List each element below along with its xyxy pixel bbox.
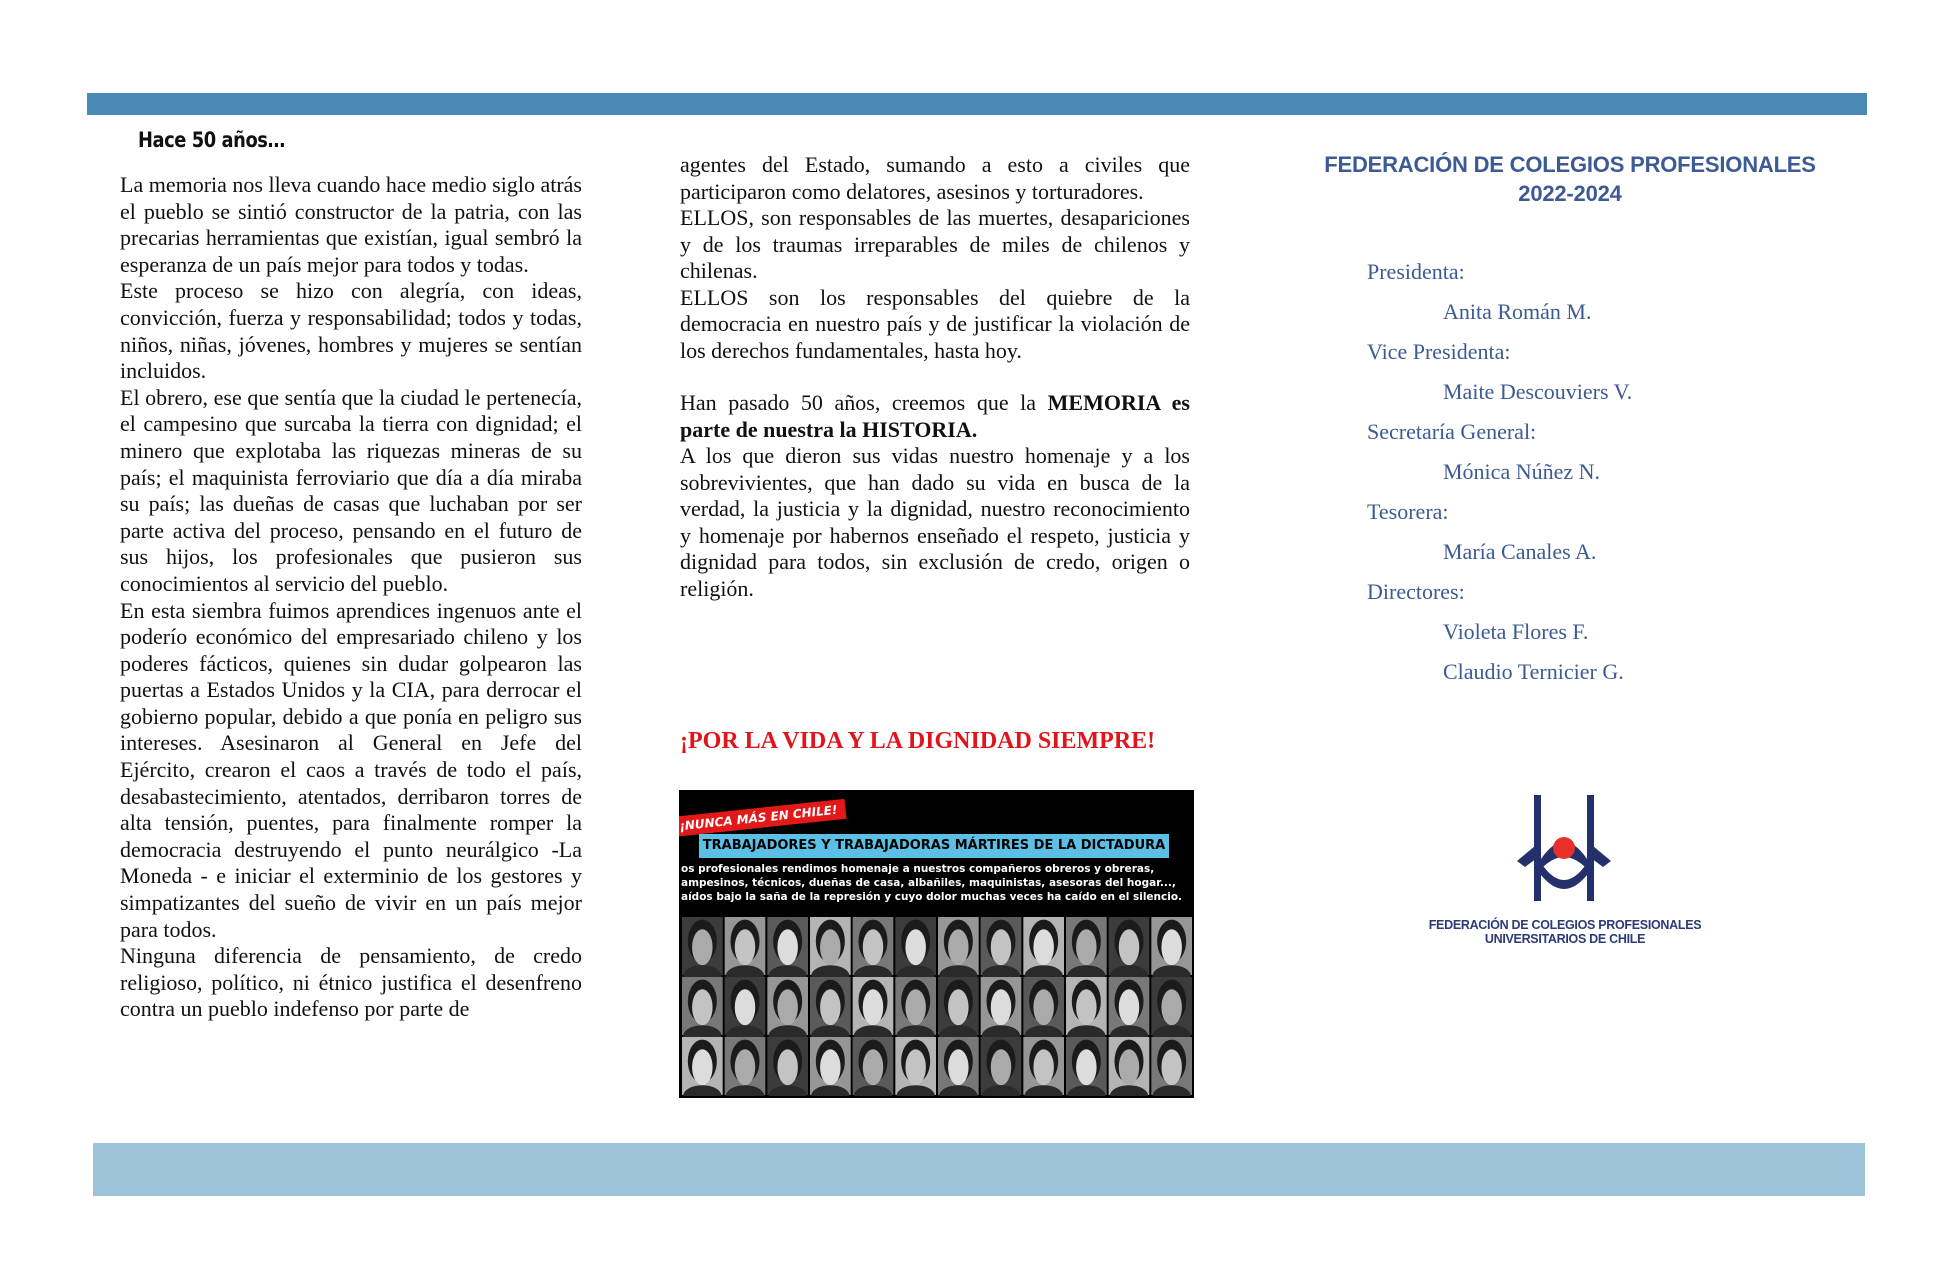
paragraph: El obrero, ese que sentía que la ciudad le pertenecía, el campesino que surcaba la tierra con dignidad; el minero que explotaba las riquezas mineras de su país; el maquinista ferroviario que día a día miraba su país; las dueñas de casas que luchaban por ser parte activa del proceso, pensando en el futuro de sus hijos, los profesionales que pusieron sus conocimientos al servicio del pueblo. (120, 384, 582, 596)
logo-caption (1420, 918, 1710, 946)
portrait-photo (767, 1037, 808, 1096)
paragraph: Ninguna diferencia de pensamiento, de credo religioso, político, ni étnico justifica el desenfreno contra un pueblo indefenso por parte de (120, 943, 582, 1022)
bottom-band (93, 1143, 1865, 1196)
portrait-photo (895, 917, 936, 987)
paragraph: agentes del Estado, sumando a esto a civiles que participaron como delatores, asesinos y torturadores. (680, 152, 1190, 204)
board-roster (1367, 252, 1632, 692)
portrait-photo (1151, 917, 1192, 987)
portrait-photo (853, 977, 894, 1047)
paragraph: En esta siembra fuimos aprendices ingenuos ante el poderío económico del empresariado chileno y los poderes fácticos, quienes sin dudar golpearon las puertas a Estados Unidos y la CIA, para derrocar el gobierno popular, debido a que ponía en peligro sus intereses. Asesinaron al General en Jefe del Ejército, crearon el caos a través de todo el país, desabastecimiento, atentados, derribaron torres de alta tensión, puentes, para finalmente romper la democracia destruyendo el punto neurálgico -La Moneda - e iniciar el exterminio de los gestores y simpatizantes del sueño de vivir en un país mejor para todos. (120, 597, 582, 942)
column-middle (680, 152, 1190, 602)
portrait-photo (1066, 1037, 1107, 1096)
role-label: Vice Presidenta: (1367, 339, 1511, 364)
member-name: María Canales A. (1443, 539, 1597, 564)
portrait-photo (767, 917, 808, 987)
memoria-emphasis: MEMORIA es parte de nuestra la HISTORIA. (680, 390, 1190, 442)
portrait-photo (682, 977, 723, 1047)
member-name: Claudio Ternicier G. (1443, 659, 1624, 684)
federation-title (1270, 150, 1870, 208)
portrait-photo (1023, 977, 1064, 1047)
paragraph: La memoria nos lleva cuando hace medio siglo atrás el pueblo se sintió constructor de la patria, con las precarias herramientas que existían, igual sembró la esperanza de un país mejor para todos y todas. (120, 172, 582, 277)
homenaje-paragraph: A los que dieron sus vidas nuestro homenaje y a los sobrevivientes, que han dado su vida en busca de la verdad, la justicia y la dignidad, nuestro reconocimiento y homenaje por habernos enseñado el respeto, justicia y dignidad para todos, sin exclusión de credo, origen o religión. (680, 443, 1190, 601)
member-name: Anita Román M. (1443, 299, 1592, 324)
top-band (87, 93, 1867, 115)
poster-text: os profesionales rendimos homenaje a nuestros compañeros obreros y obreras, ampesinos, técnicos, dueñas de casa, albañiles, maquinistas, asesoras del hogar..., aídos bajo la saña de la represión y cuyo dolor muchas veces ha caído en el silencio. (681, 863, 1183, 903)
portrait-photo (810, 1037, 851, 1096)
portrait-photo (1066, 977, 1107, 1047)
portrait-photo (1151, 977, 1192, 1047)
portrait-photo (682, 917, 723, 987)
slogan: ¡POR LA VIDA Y LA DIGNIDAD SIEMPRE! (680, 728, 1156, 754)
federation-logo-icon (1515, 795, 1613, 901)
portrait-photo (938, 977, 979, 1047)
portrait-photo (895, 977, 936, 1047)
portrait-photo (853, 1037, 894, 1096)
portrait-photo (725, 1037, 766, 1096)
poster-banner: ¡NUNCA MÁS EN CHILE! (679, 799, 846, 837)
memoria-paragraph (680, 390, 1190, 443)
federation-title-line1: FEDERACIÓN DE COLEGIOS PROFESIONALES (1324, 152, 1816, 177)
role-label: Directores: (1367, 579, 1465, 604)
role-label: Tesorera: (1367, 499, 1449, 524)
portrait-photo (810, 977, 851, 1047)
portrait-photo (1151, 1037, 1192, 1096)
member-name: Mónica Núñez N. (1443, 459, 1601, 484)
portrait-photo (810, 917, 851, 987)
portrait-photo (1109, 1037, 1150, 1096)
portrait-photo (1109, 977, 1150, 1047)
memoria-intro: Han pasado 50 años, creemos que la (680, 390, 1048, 415)
paragraph: ELLOS son los responsables del quiebre de la democracia en nuestro país y de justificar la violación de los derechos fundamentales, hasta hoy. (680, 284, 1190, 363)
logo-caption-line2: UNIVERSITARIOS DE CHILE (1484, 932, 1646, 946)
member-name: Violeta Flores F. (1443, 619, 1589, 644)
portrait-grid (681, 916, 1193, 1096)
portrait-photo (725, 917, 766, 987)
portrait-photo (1023, 917, 1064, 987)
portrait-photo (981, 917, 1022, 987)
portrait-photo (1023, 1037, 1064, 1096)
federation-period: 2022-2024 (1518, 181, 1622, 206)
role-label: Presidenta: (1367, 259, 1465, 284)
portrait-photo (725, 977, 766, 1047)
portrait-photo (938, 1037, 979, 1096)
role-label: Secretaría General: (1367, 419, 1537, 444)
portrait-photo (981, 977, 1022, 1047)
column-left (120, 128, 582, 1023)
paragraph: Este proceso se hizo con alegría, con ideas, convicción, fuerza y responsabilidad; todos y todas, niños, niñas, jóvenes, hombres y mujeres se sentían incluidos. (120, 278, 582, 384)
portrait-photo (767, 977, 808, 1047)
portrait-photo (682, 1037, 723, 1096)
member-name: Maite Descouviers V. (1443, 379, 1633, 404)
portrait-photo (981, 1037, 1022, 1096)
portrait-photo (938, 917, 979, 987)
portrait-photo (1066, 917, 1107, 987)
portrait-photo (853, 917, 894, 987)
section-heading: Hace 50 años… (138, 128, 285, 152)
portrait-photo (895, 1037, 936, 1096)
portrait-photo (1109, 917, 1150, 987)
poster-title: TRABAJADORES Y TRABAJADORAS MÁRTIRES DE LA DICTADURA (699, 834, 1169, 858)
logo-caption-line1: FEDERACIÓN DE COLEGIOS PROFESIONALES (1428, 918, 1702, 932)
paragraph: ELLOS, son responsables de las muertes, desapariciones y de los traumas irreparables de miles de chilenos y chilenas. (680, 205, 1190, 283)
memorial-poster (679, 790, 1194, 1098)
